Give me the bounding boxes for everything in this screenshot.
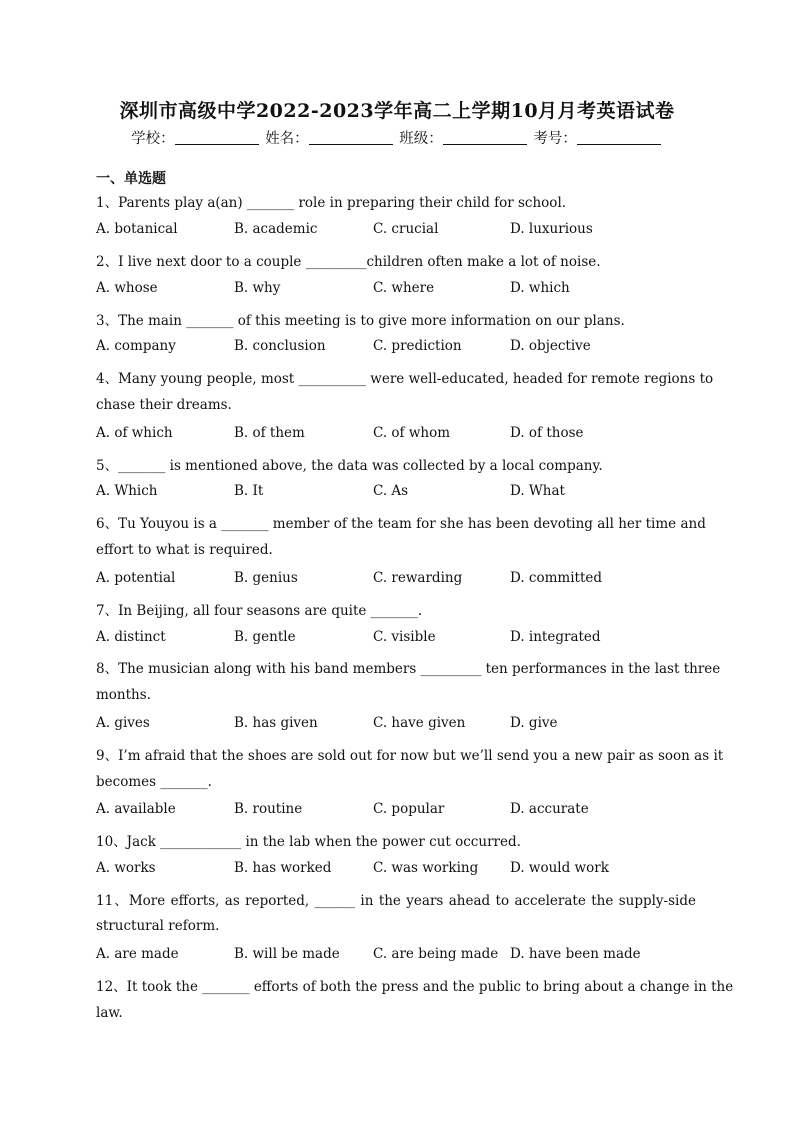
- question-6-line-1: 6、Tu Youyou is a _______ member of the team for she has been devoting all her time and: [96, 516, 706, 532]
- name-blank[interactable]: [309, 130, 393, 145]
- number-label: 考号：: [533, 131, 577, 147]
- option-d: D. which: [510, 280, 570, 296]
- option-d: D. have been made: [510, 946, 641, 962]
- option-a: A. Which: [96, 483, 158, 499]
- option-b: B. why: [234, 280, 281, 296]
- option-d: D. What: [510, 483, 565, 499]
- school-blank[interactable]: [175, 130, 259, 145]
- option-d: D. integrated: [510, 629, 601, 645]
- question-1-line-1: 1、Parents play a(an) _______ role in preparing their child for school.: [96, 195, 567, 211]
- question-11-line-2: structural reform.: [96, 918, 220, 934]
- option-c: C. crucial: [373, 221, 439, 237]
- option-b: B. conclusion: [234, 338, 326, 354]
- option-b: B. will be made: [234, 946, 340, 962]
- question-12-line-1: 12、It took the _______ efforts of both the press and the public to bring about a change in the: [96, 979, 734, 995]
- number-blank[interactable]: [577, 130, 661, 145]
- option-a: A. botanical: [96, 221, 178, 237]
- option-b: B. It: [234, 483, 264, 499]
- option-a: A. available: [96, 801, 176, 817]
- question-8-line-1: 8、The musician along with his band members _________ ten performances in the last three: [96, 661, 721, 677]
- option-b: B. genius: [234, 570, 298, 586]
- section-title: 一、单选题: [96, 171, 166, 187]
- option-d: D. objective: [510, 338, 591, 354]
- question-11-line-1: 11、More efforts, as reported, ______ in the years ahead to accelerate the supply-side: [96, 893, 696, 909]
- question-5-line-1: 5、_______ is mentioned above, the data was collected by a local company.: [96, 458, 603, 474]
- option-a: A. gives: [96, 715, 150, 731]
- option-b: B. has worked: [234, 860, 332, 876]
- option-a: A. are made: [96, 946, 179, 962]
- option-a: A. distinct: [96, 629, 166, 645]
- question-10-line-1: 10、Jack ____________ in the lab when the power cut occurred.: [96, 834, 521, 850]
- option-c: C. As: [373, 483, 409, 499]
- option-c: C. where: [373, 280, 435, 296]
- exam-title: 深圳市高级中学2022-2023学年高二上学期10月月考英语试卷: [119, 100, 675, 122]
- class-blank[interactable]: [443, 130, 527, 145]
- option-a: A. whose: [96, 280, 158, 296]
- question-12-line-2: law.: [96, 1005, 123, 1021]
- option-c: C. have given: [373, 715, 466, 731]
- option-c: C. visible: [373, 629, 436, 645]
- option-d: D. give: [510, 715, 558, 731]
- option-a: A. works: [96, 860, 156, 876]
- option-b: B. gentle: [234, 629, 296, 645]
- question-2-line-1: 2、I live next door to a couple _________children often make a lot of noise.: [96, 254, 601, 270]
- option-a: A. company: [96, 338, 176, 354]
- option-b: B. academic: [234, 221, 318, 237]
- question-6-line-2: effort to what is required.: [96, 542, 273, 558]
- question-3-line-1: 3、The main _______ of this meeting is to give more information on our plans.: [96, 313, 625, 329]
- option-c: C. was working: [373, 860, 479, 876]
- option-c: C. prediction: [373, 338, 462, 354]
- name-label: 姓名：: [265, 131, 309, 147]
- question-8-line-2: months.: [96, 687, 151, 703]
- option-c: C. of whom: [373, 425, 451, 441]
- student-info-row: [0, 127, 794, 148]
- option-d: D. committed: [510, 570, 603, 586]
- option-b: B. routine: [234, 801, 303, 817]
- option-c: C. popular: [373, 801, 445, 817]
- school-label: 学校：: [131, 131, 175, 147]
- option-c: C. are being made: [373, 946, 499, 962]
- option-a: A. of which: [96, 425, 173, 441]
- option-d: D. accurate: [510, 801, 589, 817]
- question-4-line-2: chase their dreams.: [96, 397, 232, 413]
- option-b: B. of them: [234, 425, 305, 441]
- question-9-line-2: becomes _______.: [96, 774, 212, 790]
- option-d: D. of those: [510, 425, 584, 441]
- option-d: D. luxurious: [510, 221, 593, 237]
- option-b: B. has given: [234, 715, 318, 731]
- question-9-line-1: 9、I’m afraid that the shoes are sold out for now but we’ll send you a new pair as soon as it: [96, 748, 724, 764]
- class-label: 班级：: [399, 131, 443, 147]
- option-a: A. potential: [96, 570, 176, 586]
- option-c: C. rewarding: [373, 570, 463, 586]
- question-4-line-1: 4、Many young people, most __________ were well-educated, headed for remote regions to: [96, 371, 714, 387]
- option-d: D. would work: [510, 860, 609, 876]
- question-7-line-1: 7、In Beijing, all four seasons are quite _______.: [96, 603, 423, 619]
